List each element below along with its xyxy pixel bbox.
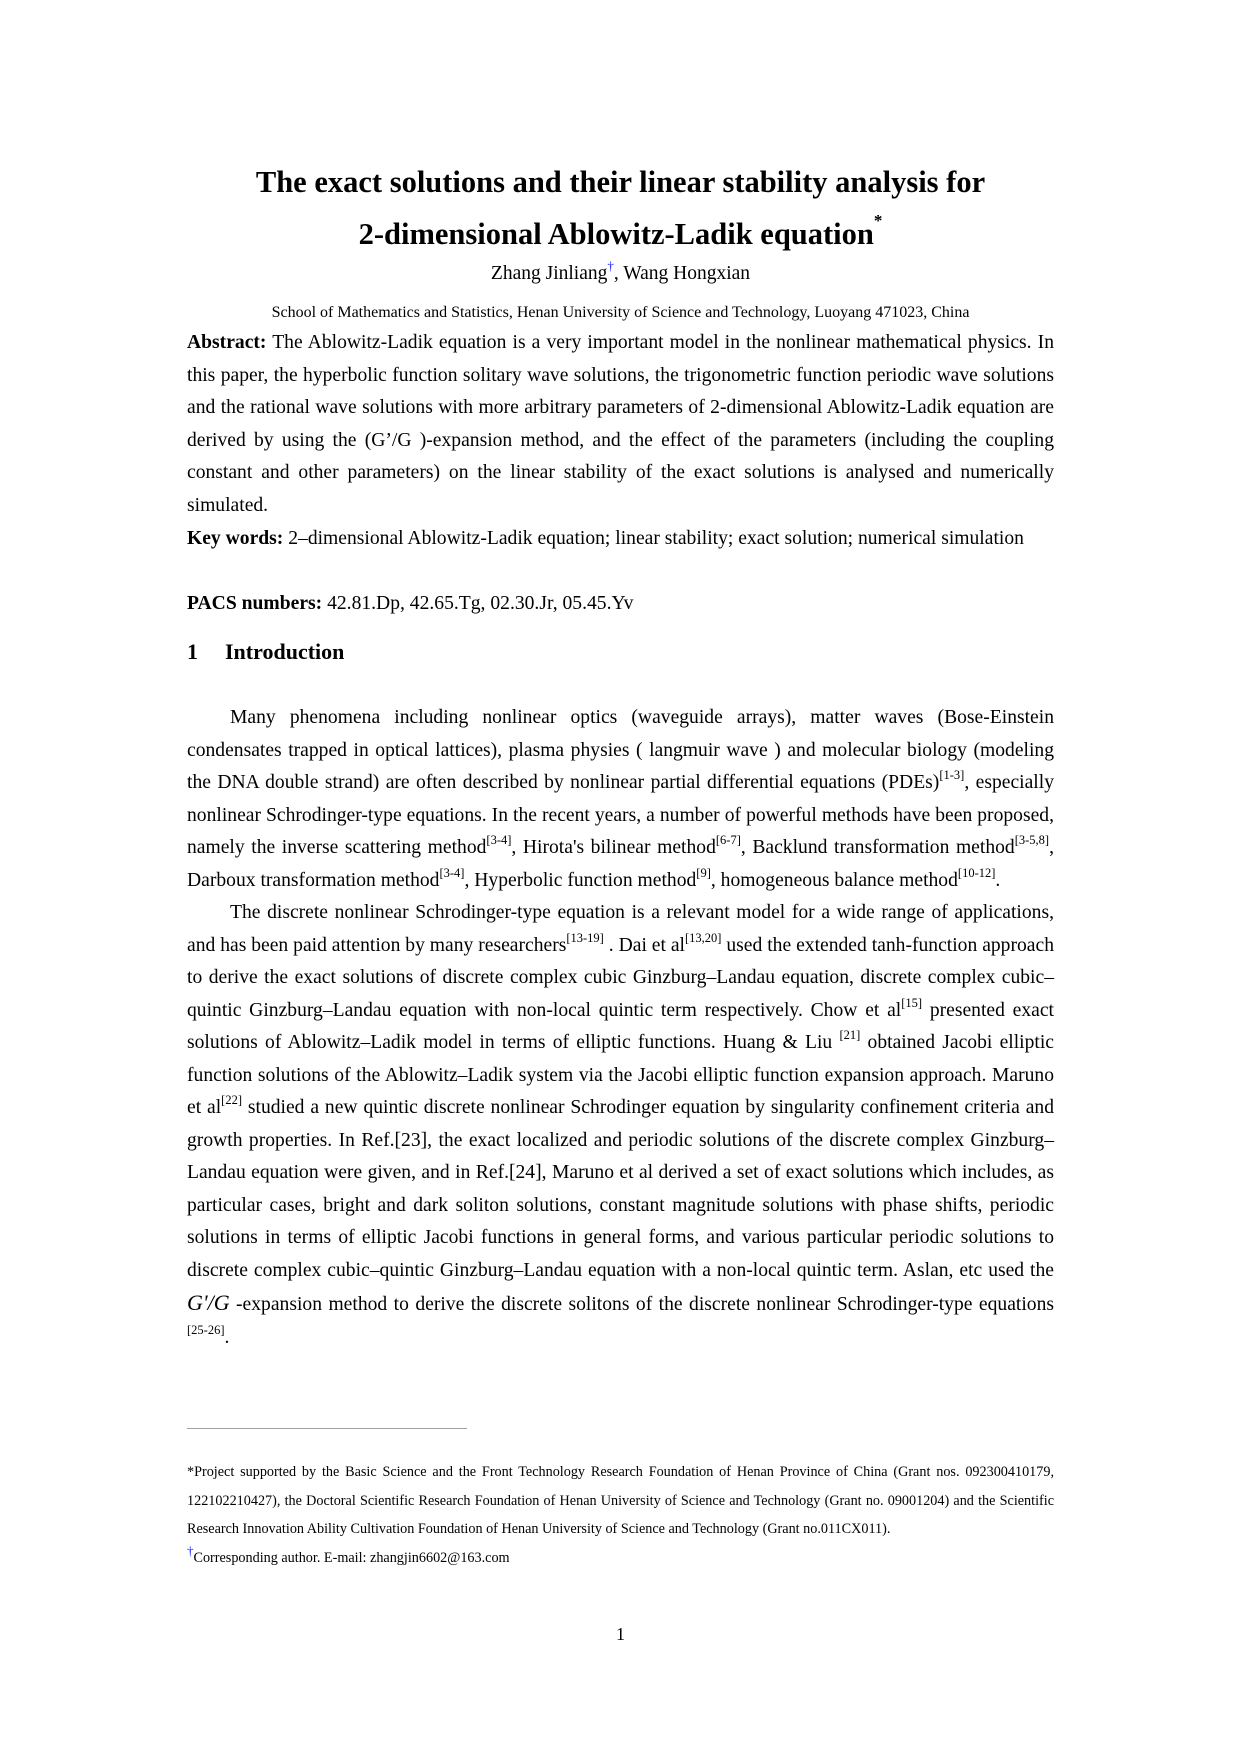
- text-run: , Darboux transformation method: [187, 837, 1054, 891]
- footnotes: [187, 1458, 1054, 1572]
- intro-paragraph-2: [187, 897, 1054, 1354]
- introduction-body: [187, 702, 1054, 1354]
- text-run: . Dai et al: [603, 934, 686, 956]
- text-run: , Hirota's bilinear method: [511, 837, 716, 858]
- text-run: , Backlund transformation method: [740, 837, 1015, 858]
- affiliation: School of Mathematics and Statistics, Henan University of Science and Technology, Luoyang 471023, China: [271, 304, 970, 321]
- citation[interactable]: [9]: [696, 865, 711, 880]
- keywords-text: 2–dimensional Ablowitz-Ladik equation; linear stability; exact solution; numerical simulation: [283, 528, 1024, 549]
- funding-footnote: *Project supported by the Basic Science and the Front Technology Research Foundation of Henan Province of China (Grant nos. 092300410179, 122102210427), the Doctoral Scientific Research Foundation of Henan University of Science and Technology (Grant no. 09001204) and the Scientific Research Innovation Ability Cultivation Foundation of Henan University of Science and Technology (Grant no.011CX011).: [187, 1464, 1054, 1537]
- citation[interactable]: [13,20]: [685, 930, 722, 945]
- citation[interactable]: [3-4]: [486, 833, 512, 847]
- section-number: 1: [187, 639, 198, 664]
- citation[interactable]: [6-7]: [715, 833, 741, 847]
- text-run: studied a new quintic discrete nonlinear Schrodinger equation by singularity confinement criteria and growth properties. In Ref.[23], the exact localized and periodic solutions of the discrete complex Ginzburg–Landau equation were given, and in Ref.[24], Maruno et al derived a set of exact solutions which includes, as particular cases, bright and dark soliton solutions, constant magnitude solutions with phase shifts, periodic solutions in terms of elliptic Jacobi functions in general forms, and various particular periodic solutions to discrete complex cubic–quintic Ginzburg–Landau equation with a non-local quintic term. Aslan, etc used the: [187, 1097, 1054, 1281]
- keywords: [187, 523, 1054, 556]
- abstract-text: The Ablowitz-Ladik equation is a very important model in the nonlinear mathematical physics. In this paper, the hyperbolic function solitary wave solutions, the trigonometric function periodic wave solutions and the rational wave solutions with more arbitrary parameters of 2-dimensional Ablowitz-Ladik equation are derived by using the (G’/G )-expansion method, and the effect of the parameters (including the coupling constant and other parameters) on the linear stability of the exact solutions is analysed and numerically simulated.: [187, 332, 1054, 516]
- text-run: obtained Jacobi elliptic function solutions of the Ablowitz–Ladik system via the Jacobi elliptic function expansion approach. Maruno et al: [187, 1032, 1054, 1118]
- title-line-1: The exact solutions and their linear stability analysis for: [255, 165, 986, 199]
- citation[interactable]: [1-3]: [939, 768, 965, 782]
- pacs-label: PACS numbers:: [187, 593, 323, 614]
- keywords-label: Key words:: [187, 528, 284, 549]
- title-footnote-mark[interactable]: *: [873, 211, 883, 230]
- abstract: [187, 327, 1054, 522]
- citation[interactable]: [3-5,8]: [1014, 833, 1050, 847]
- author-name: Zhang Jinliang: [490, 263, 608, 284]
- corresponding-author-footnote: [187, 1544, 1054, 1573]
- section-heading-introduction: [187, 637, 344, 667]
- page-number: 1: [616, 1624, 625, 1644]
- title-line-2-text: 2-dimensional Ablowitz-Ladik equation: [358, 217, 874, 251]
- pacs-numbers: [187, 588, 1054, 621]
- text-run: , especially nonlinear Schrodinger-type equations. In the recent years, a number of powerful methods have been proposed, namely the inverse scattering method: [187, 772, 1054, 858]
- citation[interactable]: [25-26]: [187, 1322, 225, 1337]
- text-run: .: [995, 869, 1001, 891]
- citation[interactable]: [15]: [901, 995, 923, 1010]
- citation[interactable]: [22]: [221, 1093, 242, 1107]
- text-run: used the extended tanh-function approach to derive the exact solutions of discrete complex cubic Ginzburg–Landau equation, discrete complex cubic–quintic Ginzburg–Landau equation with non-local quintic term respectively. Chow et al: [187, 934, 1054, 1021]
- text-run: The discrete nonlinear Schrodinger-type equation is a relevant model for a wide range of applications, and has been paid attention by many researchers: [187, 902, 1054, 956]
- text-run: .: [224, 1326, 230, 1348]
- title-line-2: [150, 208, 1091, 260]
- text-run: , Hyperbolic function method: [464, 869, 697, 891]
- author-name: Wang Hongxian: [623, 263, 751, 284]
- citation[interactable]: [13-19]: [566, 930, 604, 945]
- text-run: , homogeneous balance method: [710, 869, 958, 891]
- corresponding-author-text: Corresponding author. E-mail: zhangjin6602@163.com: [193, 1549, 510, 1566]
- citation[interactable]: [10-12]: [957, 865, 996, 880]
- abstract-label: Abstract:: [187, 332, 267, 353]
- author-separator: ,: [613, 263, 624, 284]
- footnote-divider: [187, 1428, 467, 1429]
- text-run: -expansion method to derive the discrete solitons of the discrete nonlinear Schrodinger-type equations: [229, 1294, 1054, 1315]
- citation[interactable]: [3-4]: [439, 865, 465, 880]
- section-title: Introduction: [225, 639, 345, 664]
- math-expression: G'/G: [187, 1290, 230, 1315]
- text-run: presented exact solutions of Ablowitz–Ladik model in terms of elliptic functions. Huang & Liu: [187, 999, 1054, 1053]
- paper-title: [150, 156, 1091, 260]
- dagger-mark: †: [187, 1542, 194, 1558]
- citation[interactable]: [21]: [839, 1028, 861, 1042]
- text-run: Many phenomena including nonlinear optics (waveguide arrays), matter waves (Bose-Einstein condensates trapped in optical lattices), plasma physies ( langmuir wave ) and molecular biology (modeling the DNA double strand) are often described by nonlinear partial differential equations (PDEs): [187, 707, 1054, 793]
- corresponding-author-dagger-link[interactable]: †: [607, 258, 614, 273]
- intro-paragraph-1: [187, 702, 1054, 897]
- pacs-text: 42.81.Dp, 42.65.Tg, 02.30.Jr, 05.45.Yv: [322, 593, 634, 614]
- author-list: [150, 258, 1091, 287]
